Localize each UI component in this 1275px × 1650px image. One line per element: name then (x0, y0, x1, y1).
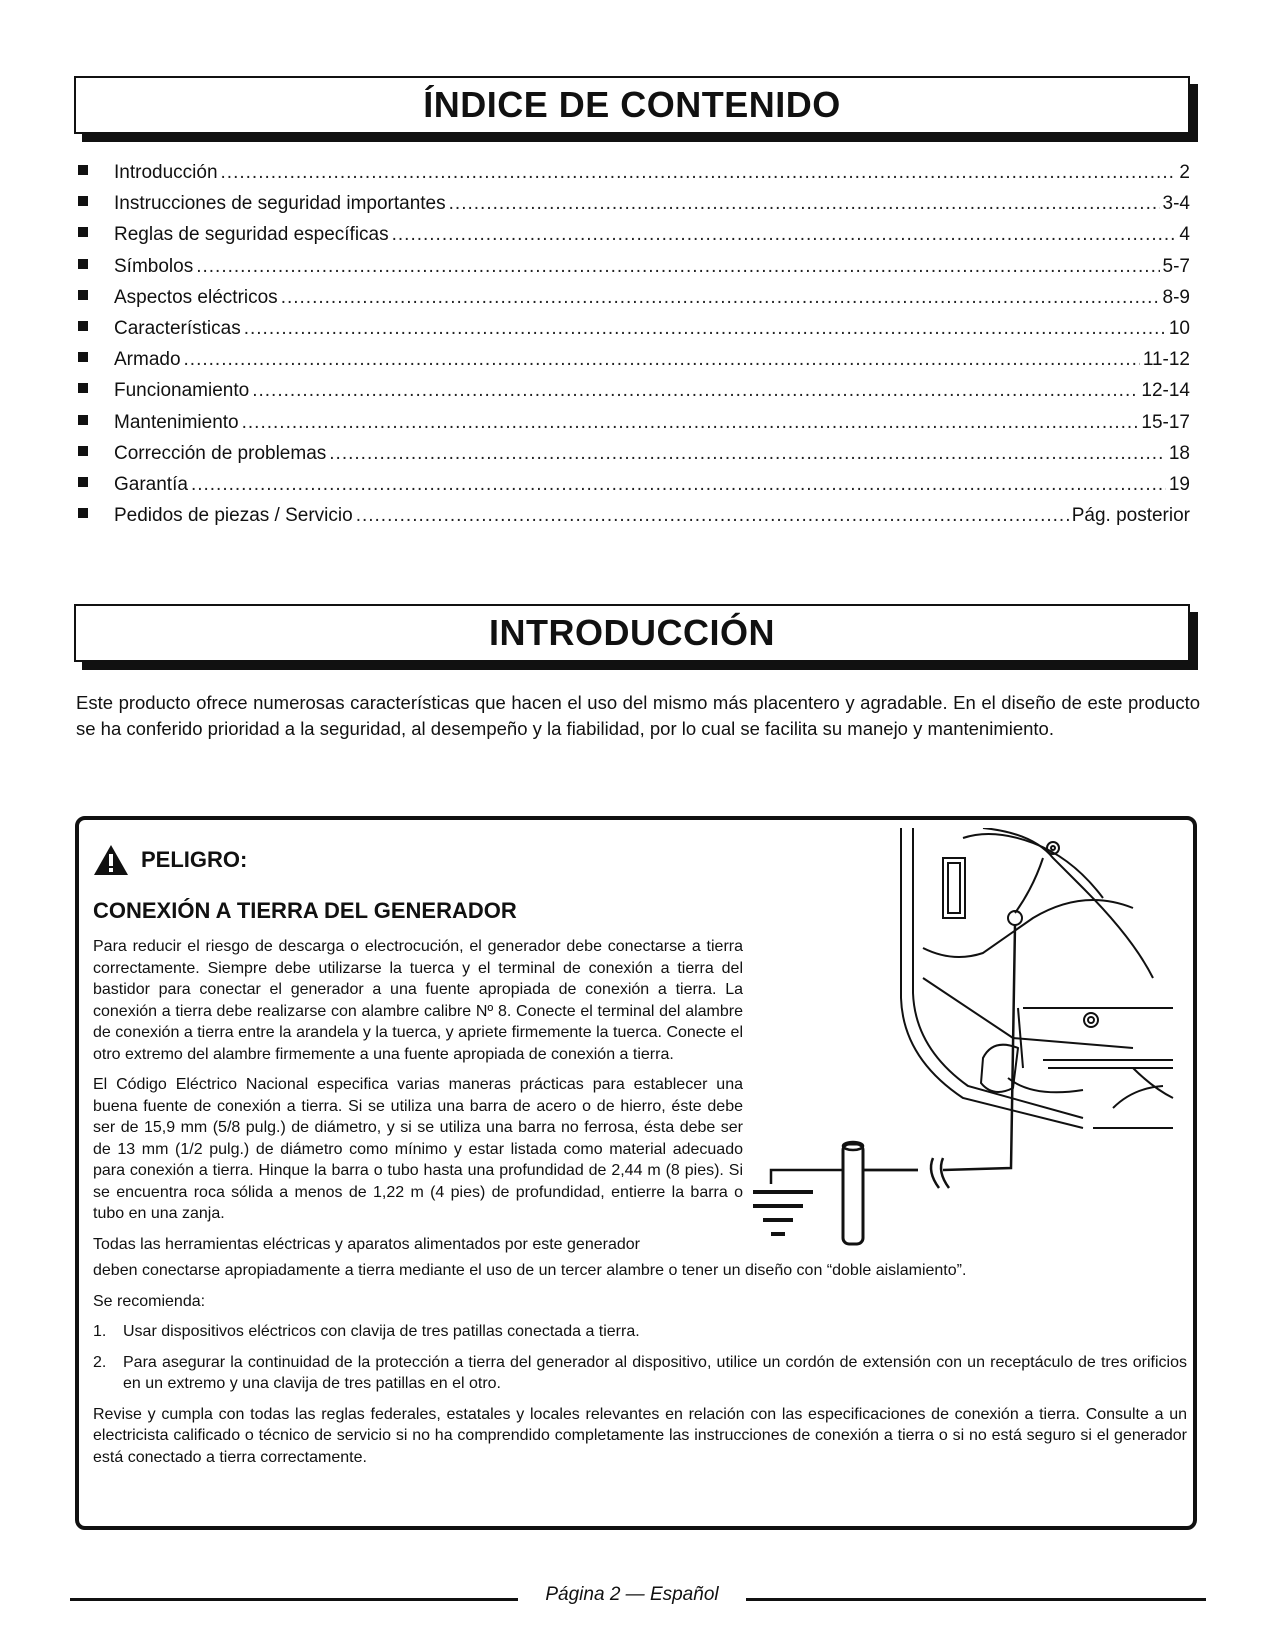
toc-item[interactable]: Corrección de problemas ..... 18 (78, 443, 1190, 474)
bullet-icon (78, 165, 88, 175)
intro-banner (74, 604, 1190, 662)
bullet-icon (78, 415, 88, 425)
toc-item[interactable]: Símbolos ..... 5-7 (78, 256, 1190, 287)
footer-rule-right (746, 1598, 1206, 1601)
list-item: 2. Para asegurar la continuidad de la protección a tierra del generador al dispositivo, utilice un cordón de extensión con un receptáculo de tres orificios en un extremo y una clavija de tres patillas en el otro. (93, 1353, 1187, 1392)
toc-item[interactable]: Pedidos de piezas / Servicio ..... Pág. posterior (78, 505, 1190, 536)
footer-text: Página 2 — Español (545, 1584, 719, 1605)
danger-box (75, 816, 1197, 1530)
intro-title: INTRODUCCIÓN (489, 612, 775, 653)
bullet-icon (78, 352, 88, 362)
danger-label: PELIGRO: (141, 847, 248, 872)
toc-item[interactable]: Características ..... 10 (78, 318, 1190, 349)
bullet-icon (78, 321, 88, 331)
bullet-icon (78, 290, 88, 300)
danger-subtitle: CONEXIÓN A TIERRA DEL GENERADOR (93, 898, 517, 923)
bullet-icon (78, 259, 88, 269)
toc-banner (74, 76, 1190, 134)
generator-grounding-illustration (753, 828, 1183, 1258)
danger-full-text (93, 1260, 1187, 1477)
bullet-icon (78, 477, 88, 487)
recommend-list (93, 1321, 1187, 1395)
toc-item[interactable]: Aspectos eléctricos ..... 8-9 (78, 287, 1190, 318)
intro-paragraph: Este producto ofrece numerosas características que hacen el uso del mismo más placentero y agradable. En el diseño de este producto se ha conferido prioridad a la seguridad, al desempeño y la fiabilidad, por lo cual se facilita su manejo y mantenimiento. (76, 692, 1200, 739)
page-footer (70, 1582, 1206, 1612)
list-item: 1. Usar dispositivos eléctricos con clavija de tres patillas conectada a tierra. (93, 1323, 640, 1340)
toc-item[interactable]: Mantenimiento ..... 15-17 (78, 412, 1190, 443)
toc-list (78, 162, 1190, 536)
warning-triangle-icon (93, 844, 129, 876)
toc-item[interactable]: Garantía ..... 19 (78, 474, 1190, 505)
toc-title: ÍNDICE DE CONTENIDO (423, 84, 841, 125)
toc-item[interactable]: Reglas de seguridad específicas ..... 4 (78, 224, 1190, 255)
danger-paragraph-3b: deben conectarse apropiadamente a tierra mediante el uso de un tercer alambre o tener un diseño con “doble aislamiento”. (93, 1262, 967, 1279)
danger-heading (93, 844, 247, 876)
bullet-icon (78, 508, 88, 518)
danger-column-text (93, 936, 743, 1255)
bullet-icon (78, 383, 88, 393)
bullet-icon (78, 446, 88, 456)
footer-rule-left (70, 1598, 518, 1601)
toc-item[interactable]: Introducción ..... 2 (78, 162, 1190, 193)
bullet-icon (78, 227, 88, 237)
danger-paragraph-3a: Todas las herramientas eléctricas y aparatos alimentados por este generador (93, 1235, 640, 1253)
toc-item[interactable]: Instrucciones de seguridad importantes ..... 3-4 (78, 193, 1190, 224)
danger-paragraph-1: Para reducir el riesgo de descarga o electrocución, el generador debe conectarse a tierra correctamente. Siempre debe utilizarse la tuerca y el terminal de conexión a tierra del bastidor para conectar el generador a una fuente apropiada de conexión a tierra. La conexión a tierra debe realizarse con alambre calibre Nº 8. Conecte el terminal del alambre de conexión a tierra entre la arandela y la tuerca, y apriete firmemente la tuerca. Conecte el otro extremo del alambre firmemente a una fuente apropiada de conexión a tierra. (93, 938, 743, 1063)
danger-paragraph-2: El Código Eléctrico Nacional especifica varias maneras prácticas para establecer una buena fuente de conexión a tierra. Si se utiliza una barra de acero o de hierro, éste debe ser de 15,9 mm (5/8 pulg.) de diámetro, y si se utiliza una barra no ferrosa, ésta debe ser de 13 mm (1/2 pulg.) de diámetro como mínimo y estar listada como material adecuado para conexión a tierra. Hinque la barra o tubo hasta una profundidad de 2,44 m (8 pies). Si se encuentra roca sólida a menos de 1,22 m (4 pies) de profundidad, entierre la barra o tubo en una zanja. (93, 1076, 743, 1222)
toc-item[interactable]: Funcionamiento ..... 12-14 (78, 380, 1190, 411)
bullet-icon (78, 196, 88, 206)
recommend-label: Se recomienda: (93, 1292, 206, 1310)
toc-item[interactable]: Armado ..... 11-12 (78, 349, 1190, 380)
danger-paragraph-4: Revise y cumpla con todas las reglas federales, estatales y locales relevantes en relación con las especificaciones de conexión a tierra. Consulte a un electricista calificado o técnico de servicio si no ha comprendido completamente las instrucciones de conexión a tierra o si no está seguro si el generador está conectado a tierra correctamente. (93, 1405, 1187, 1466)
